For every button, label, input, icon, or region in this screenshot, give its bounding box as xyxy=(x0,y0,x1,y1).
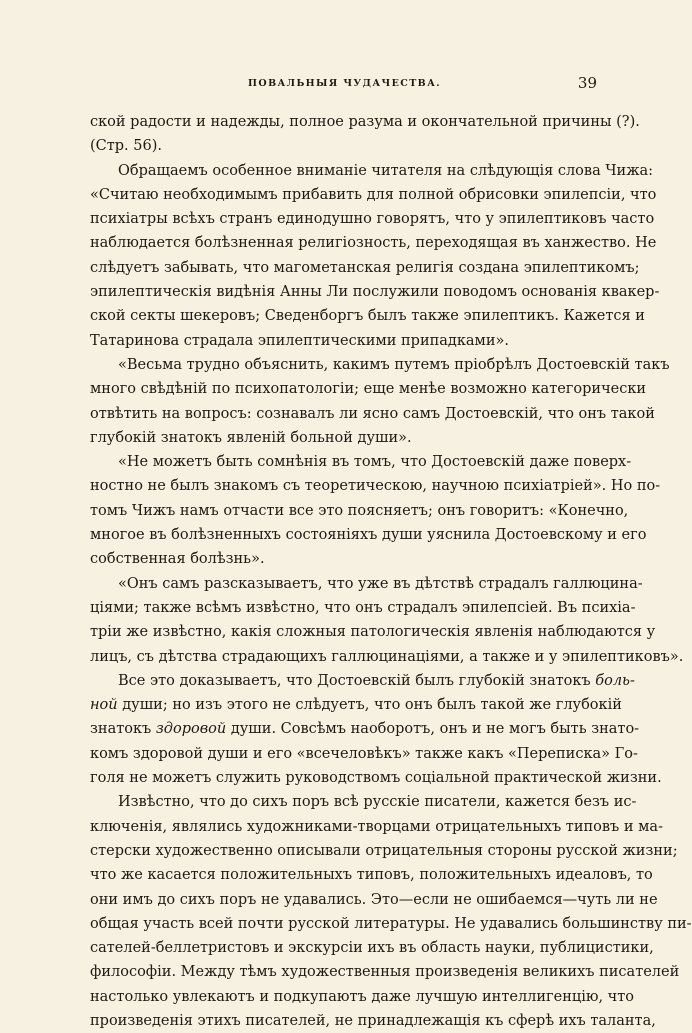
text-line: ностно не былъ знакомъ съ теоретическою, научною психіатріей». Но по- xyxy=(90,478,661,495)
text-line: наблюдается болѣзненная религіозность, переходящая въ ханжество. Не xyxy=(90,235,657,252)
body-text xyxy=(90,110,692,1033)
text-line: эпилептическія видѣнія Анны Ли послужили поводомъ основанія квакер- xyxy=(90,284,660,301)
text-line: они имъ до сихъ поръ не удавались. Это—если не ошибаемся—чуть ли не xyxy=(90,891,658,908)
text-line: Извѣстно, что до сихъ поръ всѣ русскіе писатели, кажется безъ ис- xyxy=(118,794,637,811)
text-line: (Стр. 56). xyxy=(90,138,162,155)
text-line: тріи же извѣстно, какія сложныя патологическія явленія наблюдаются у xyxy=(90,624,656,641)
text-line: философіи. Между тѣмъ художественныя произведенія великихъ писателей xyxy=(90,964,680,981)
text-line: Все это доказываетъ, что Достоевскій былъ глубокій знатокъ боль- xyxy=(118,672,635,689)
page-number: 39 xyxy=(577,74,597,92)
text-line: ціями; также всѣмъ извѣстно, что онъ страдалъ эпилепсіей. Въ психіа- xyxy=(90,599,636,616)
text-line: ской радости и надежды, полное разума и окончательной причины (?). xyxy=(90,114,640,130)
text-line: голя не можетъ служить руководствомъ соціальной практической жизни. xyxy=(90,770,662,787)
text-line: отвѣтить на вопросъ: сознавалъ ли ясно самъ Достоевскій, что онъ такой xyxy=(90,405,655,422)
text-line: комъ здоровой души и его «всечеловѣкъ» также какъ «Переписка» Го- xyxy=(90,745,638,762)
running-head xyxy=(92,74,597,94)
text-line: много свѣдѣній по психопатологіи; еще менѣе возможно категорически xyxy=(90,381,647,398)
text-line: «Не можетъ быть сомнѣнія въ томъ, что Достоевскій даже поверх- xyxy=(118,454,632,471)
text-line: ключенія, являлись художниками-творцами отрицательныхъ типовъ и ма- xyxy=(90,818,663,835)
text-line: «Онъ самъ разсказываетъ, что уже въ дѣтствѣ страдалъ галлюцина- xyxy=(118,575,643,592)
italic-emphasis: ной xyxy=(90,697,118,714)
text-line: что же касается положительныхъ типовъ, положительныхъ идеаловъ, то xyxy=(90,867,653,884)
text-line: многое въ болѣзненныхъ состояніяхъ души уяснила Достоевскому и его xyxy=(90,527,647,544)
text-line: Татаринова страдала эпилептическими припадками». xyxy=(90,332,509,349)
text-line: общая участь всей почти русской литературы. Не удавались большинству пи- xyxy=(90,915,692,932)
text-line: произведенія этихъ писателей, не принадлежащія къ сферѣ ихъ таланта, xyxy=(90,1012,656,1029)
italic-emphasis: боль- xyxy=(595,672,635,689)
text-line: психіатры всѣхъ странъ единодушно говорятъ, что у эпилептиковъ часто xyxy=(90,211,655,228)
text-line: глубокій знатокъ явленій больной души». xyxy=(90,429,412,446)
running-title: ПОВАЛЬНЫЯ ЧУДАЧЕСТВА. xyxy=(248,78,441,89)
text-line: сателей-беллетристовъ и экскурсіи ихъ въ область науки, публицистики, xyxy=(90,940,654,957)
italic-emphasis: здоровой xyxy=(155,721,227,738)
text-line: «Весьма трудно объяснить, какимъ путемъ пріобрѣлъ Достоевскій такъ xyxy=(118,356,670,373)
text-line: томъ Чижъ намъ отчасти все это поясняетъ; онъ говоритъ: «Конечно, xyxy=(90,502,629,519)
text-line: знатокъ здоровой души. Совсѣмъ наоборотъ, онъ и не могъ быть знато- xyxy=(90,721,640,738)
text-line: собственная болѣзнь». xyxy=(90,551,265,568)
text-line: настолько увлекаютъ и подкупаютъ даже лучшую интеллигенцію, что xyxy=(90,988,635,1005)
text-line: «Считаю необходимымъ прибавить для полной обрисовки эпилепсіи, что xyxy=(90,186,657,203)
text-line: слѣдуетъ забывать, что магометанская религія создана эпилептикомъ; xyxy=(90,259,640,276)
text-line: лицъ, съ дѣтства страдающихъ галлюцинаціями, а также и у эпилептиковъ». xyxy=(90,648,684,665)
text-line: Обращаемъ особенное вниманіе читателя на слѣдующія слова Чижа: xyxy=(118,162,654,179)
text-line: стерски художественно описывали отрицательныя стороны русской жизни; xyxy=(90,842,678,859)
text-line: ной души; но изъ этого не слѣдуетъ, что онъ былъ такой же глубокій xyxy=(90,697,622,714)
text-line: ской секты шекеровъ; Сведенборгъ былъ также эпилептикъ. Кажется и xyxy=(90,308,645,325)
